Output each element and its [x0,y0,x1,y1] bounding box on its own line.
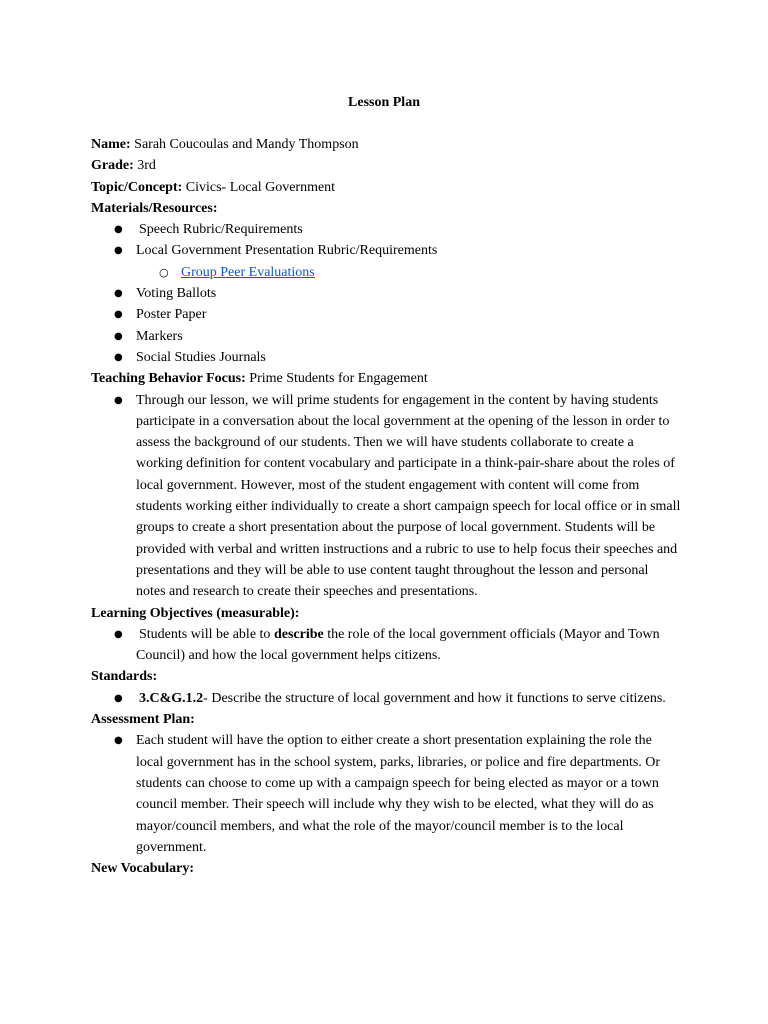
standards-heading [91,666,681,687]
materials-heading [91,198,681,219]
group-peer-evaluations-link[interactable]: Group Peer Evaluations [181,264,315,280]
vocab-label: New Vocabulary: [91,861,195,877]
assessment-heading [91,709,681,730]
list-item: ● Local Government Presentation Rubric/Requirements ○ Group Peer Evaluations [91,240,681,283]
grade-value: 3rd [133,158,156,174]
list-item: ● Speech Rubric/Requirements [91,219,681,240]
standards-list [91,688,681,709]
list-item: ● Students will be able to describe the role of the local government officials (Mayor and Town Council) and how the local government helps citizens. [91,624,681,667]
objectives-label: Learning Objectives (measurable): [91,605,300,621]
list-item [91,390,681,603]
list-item: ● Voting Ballots [91,283,681,304]
topic-value: Civics- Local Government [182,179,336,195]
topic-label: Topic/Concept: [91,179,183,195]
vocab-heading [91,858,681,879]
materials-list [91,219,681,368]
list-item [91,688,681,709]
objectives-list [91,624,681,667]
standards-label: Standards: [91,669,158,685]
document-body [91,134,681,879]
list-item [91,730,681,858]
assessment-list [91,730,681,858]
materials-label: Materials/Resources: [91,200,218,216]
teaching-list [91,390,681,603]
topic-line [91,177,681,198]
teaching-value: Prime Students for Engagement [245,371,428,387]
assessment-label: Assessment Plan: [91,712,195,728]
name-value: Sarah Coucoulas and Mandy Thompson [130,137,359,152]
objectives-heading [91,603,681,624]
assessment-paragraph: Each student will have the option to either create a short presentation explaining the role the local government has in the school system, parks, libraries, or police and fire departments. Or students can choose to come up with a campaign speech for being elected as mayor or a town council member. Their speech will include why they wish to be elected, what they will do as mayor/council members, and what the role of the mayor/council member is to the local government. [136,733,661,855]
materials-sublist [91,262,681,283]
teaching-label: Teaching Behavior Focus: [91,371,246,387]
standard-text: - Describe the structure of local government and how it functions to serve citizens. [203,690,666,706]
grade-label: Grade: [91,158,134,174]
teaching-line [91,368,681,389]
list-item [91,262,681,283]
list-item: ● Poster Paper [91,304,681,325]
grade-line [91,155,681,176]
standard-code: 3.C&G.1.2 [139,690,204,706]
name-label: Name: [91,137,131,152]
teaching-paragraph: Through our lesson, we will prime students for engagement in the content by having students participate in a conversation about the local government at the opening of the lesson in order to assess the background of our students. Then we will have students collaborate to create a working definition for content vocabulary and participate in a think-pair-share about the roles of local government. However, most of the student engagement with content will come from students working either individually to create a short campaign speech for local office or in small groups to create a short presentation about the purpose of local government. Students will be provided with verbal and written instructions and a rubric to use to help focus their speeches and presentations and they will be able to use content taught throughout the lesson and personal notes and research to create their speeches and presentations. [136,392,681,600]
list-item: ● Social Studies Journals [91,347,681,368]
list-item: ● Markers [91,326,681,347]
document-title: Lesson Plan [348,95,420,110]
name-line [91,134,681,155]
